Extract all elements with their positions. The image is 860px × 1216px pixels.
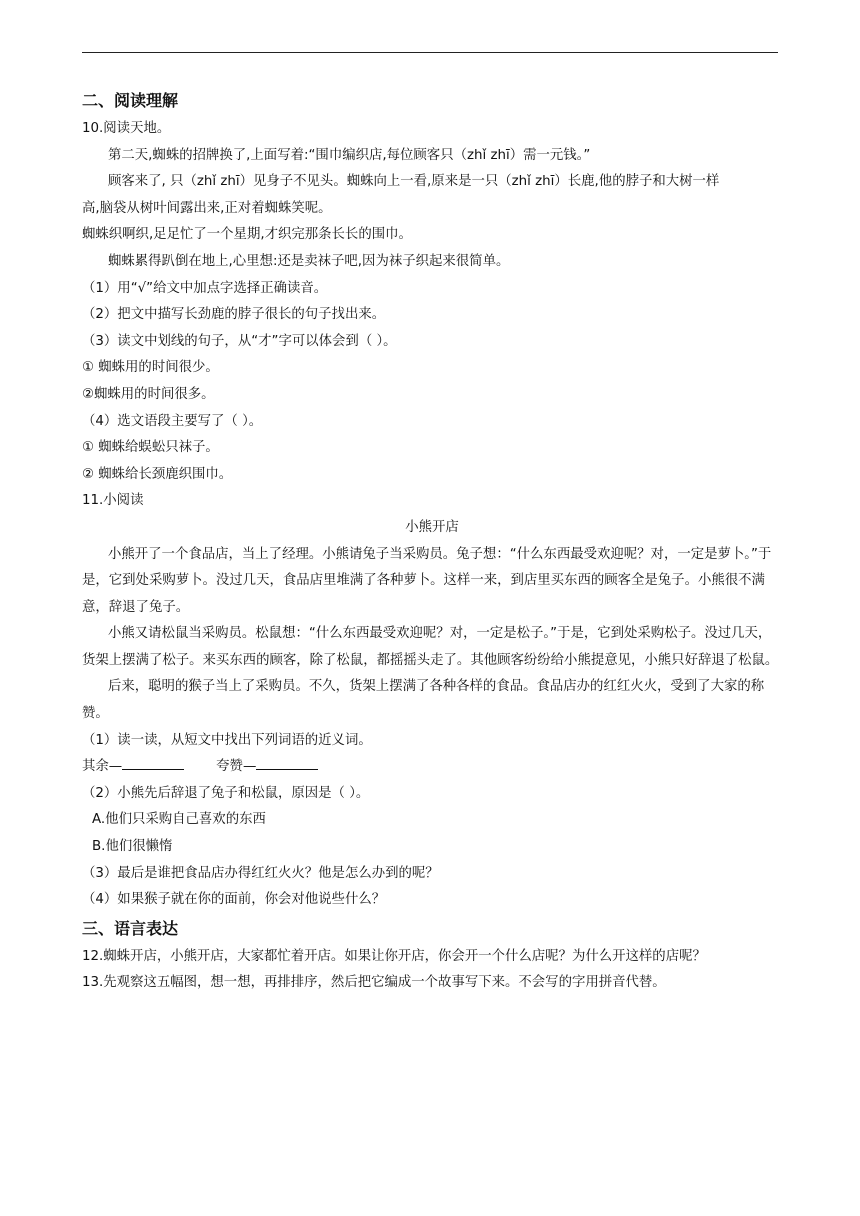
q10-sub-1: （1）用“√”给文中加点字选择正确读音。 — [82, 280, 328, 296]
synonym-word-1: 其余— — [82, 759, 123, 775]
question-12: 12.蜘蛛开店，小熊开店，大家都忙着开店。如果让你开店，你会开一个什么店呢？为什么开这样的店呢？ — [82, 948, 706, 964]
q10-sub-2: （2）把文中描写长劲鹿的脖子很长的句子找出来。 — [82, 307, 386, 323]
story-paragraph-1: 小熊开了一个食品店，当上了经理。小熊请兔子当采购员。兔子想：“什么东西最受欢迎呢？对，一定是萝卜。”于是，它到处采购萝卜。没过几天，食品店里堆满了各种萝卜。这样一来，到店里买东西的顾客全是兔子。小熊很不满意，辞退了兔子。 — [82, 546, 772, 615]
section-title-reading: 二、阅读理解 — [82, 91, 179, 110]
story-title: 小熊开店 — [405, 519, 459, 535]
header-rule — [82, 52, 778, 53]
question-13: 13.先观察这五幅图，想一想，再排排序，然后把它编成一个故事写下来。不会写的字用拼音代替。 — [82, 975, 666, 991]
question-10-label: 10.阅读天地。 — [82, 121, 171, 136]
q10-paragraph-1: 第二天,蜘蛛的招牌换了,上面写着:“围巾编织店,每位顾客只（zhǐ zhī）需一元钱。” — [108, 147, 591, 163]
q10-paragraph-4: 蜘蛛累得趴倒在地上,心里想:还是卖袜子吧,因为袜子织起来很简单。 — [108, 253, 510, 269]
q10-sub-4: （4）选文语段主要写了（ ）。 — [82, 413, 263, 429]
q10-sub-3-option-2: ②蜘蛛用的时间很多。 — [82, 386, 215, 402]
story-paragraph-2: 小熊又请松鼠当采购员。松鼠想：“什么东西最受欢迎呢？对，一定是松子。”于是，它到处采购松子。没过几天，货架上摆满了松子。来买东西的顾客，除了松鼠，都摇摇头走了。其他顾客纷纷给小熊提意见，小熊只好辞退了松鼠。 — [82, 626, 779, 668]
q10-sub-4-option-2: ② 蜘蛛给长颈鹿织围巾。 — [82, 466, 233, 482]
q11-sub-2-option-b: B.他们很懒惰 — [92, 839, 173, 855]
q11-sub-4: （4）如果猴子就在你的面前，你会对他说些什么？ — [82, 892, 386, 908]
synonym-blank-1[interactable] — [122, 755, 184, 770]
q11-sub-1: （1）读一读，从短文中找出下列词语的近义词。 — [82, 732, 372, 748]
section-title-expression: 三、语言表达 — [82, 918, 179, 938]
q10-sub-3-option-1: ① 蜘蛛用的时间很少。 — [82, 360, 219, 376]
synonym-row — [82, 754, 782, 781]
story-paragraph-3: 后来，聪明的猴子当上了采购员。不久，货架上摆满了各种各样的食品。食品店办的红红火火，受到了大家的称赞。 — [82, 679, 765, 722]
q11-sub-3: （3）最后是谁把食品店办得红红火火？他是怎么办到的呢？ — [82, 865, 439, 881]
q10-sub-4-option-1: ① 蜘蛛给蜈蚣只袜子。 — [82, 440, 219, 456]
q11-sub-2: （2）小熊先后辞退了兔子和松鼠，原因是（ ）。 — [82, 785, 370, 801]
q11-sub-2-option-a: A.他们只采购自己喜欢的东西 — [92, 812, 266, 828]
q10-paragraph-2b: 高,脑袋从树叶间露出来,正对着蜘蛛笑呢。 — [82, 200, 332, 216]
synonym-word-2: 夸赞— — [216, 759, 257, 775]
q10-paragraph-2a: 顾客来了, 只（zhǐ zhī）见身子不见头。蜘蛛向上一看,原来是一只（zhǐ zhī）长鹿,他的脖子和大树一样 — [108, 174, 720, 190]
q10-sub-3: （3）读文中划线的句子，从“才”字可以体会到（ ）。 — [82, 333, 397, 349]
synonym-blank-2[interactable] — [256, 755, 318, 770]
q10-paragraph-3: 蜘蛛织啊织,足足忙了一个星期,才织完那条长长的围巾。 — [82, 227, 412, 243]
document-body — [82, 86, 782, 997]
question-11-label: 11.小阅读 — [82, 493, 144, 509]
